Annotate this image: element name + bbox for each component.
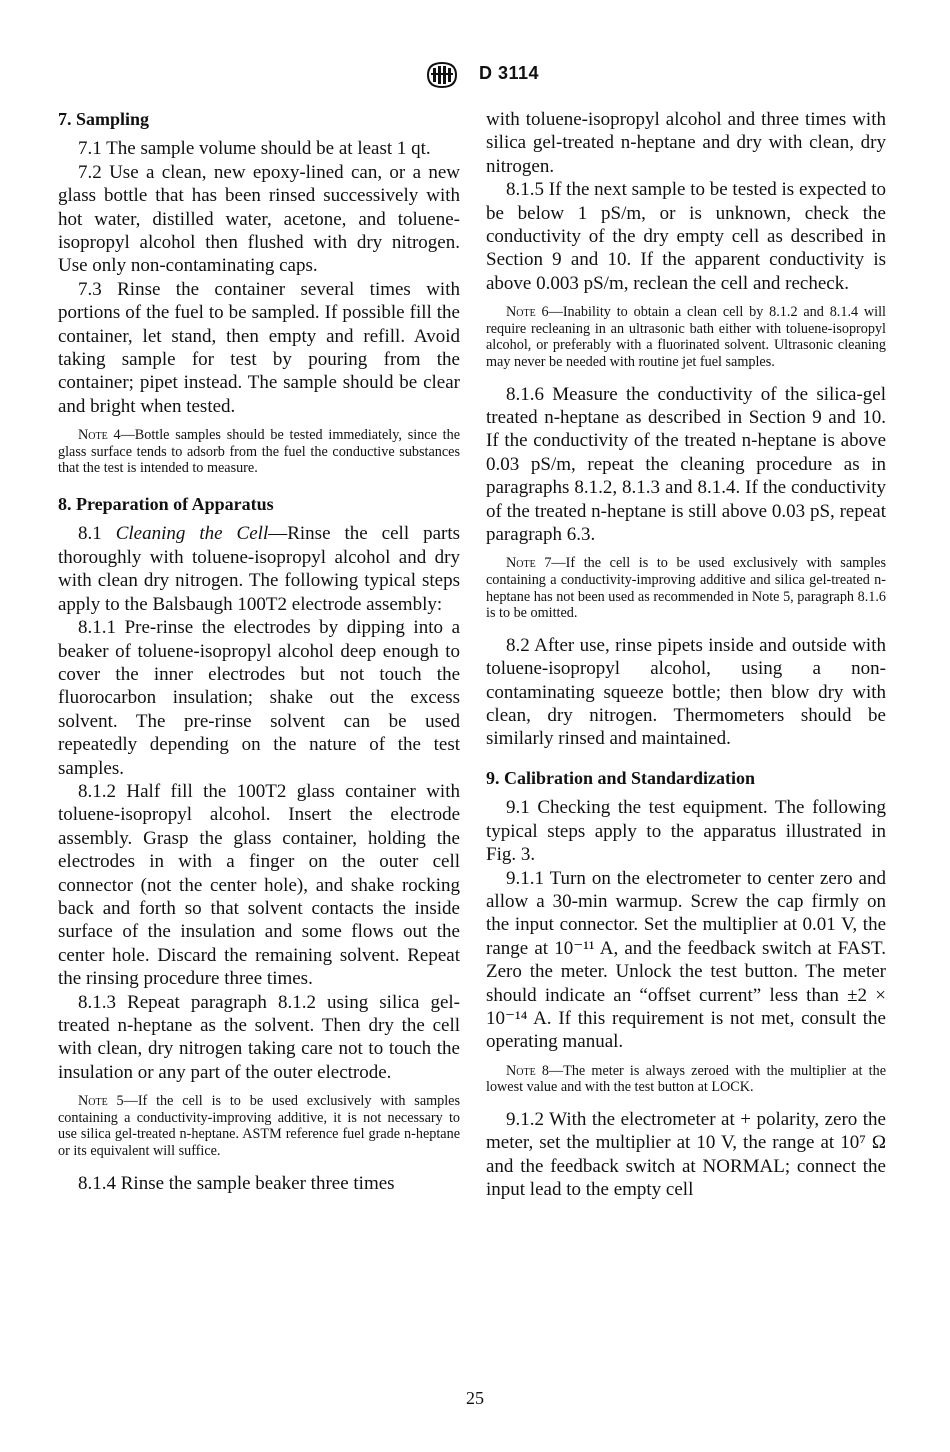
section-heading: 9. Calibration and Standardization	[486, 767, 756, 788]
paragraph-9-1: 9.1 Checking the test equipment. The following typical steps apply to the apparatus illustrated in Fig. 3.	[486, 797, 886, 866]
paragraph-7-3: 7.3 Rinse the container several times with portions of the fuel to be sampled. If possible fill the container, let stand, then empty and refill. Avoid taking sample for test by pouring from the container; pipet instead. The sample should be clear and bright when tested.	[58, 278, 460, 417]
paragraph-number: 8.1	[78, 523, 102, 545]
note-7	[486, 555, 886, 621]
paragraph-8-1-3: 8.1.3 Repeat paragraph 8.1.2 using silica gel-treated n-heptane as the solvent. Then dry the cell with clean, dry nitrogen taking care not to touch the insulation or any part of the outer electrode.	[58, 991, 460, 1083]
paragraph-text: —Rinse the cell parts thoroughly with toluene-isopropyl alcohol and dry with clean dry nitrogen. The following typical steps apply to the Balsbaugh 100T2 electrode assembly:	[58, 523, 461, 615]
note-text: —If the cell is to be used exclusively with samples containing a conductivity-improving additive, it is not necessary to use silica gel-treated n-heptane. ASTM reference fuel grade n-heptane or its equivalent will suffice.	[58, 1093, 461, 1159]
paragraph-9-1-1: 9.1.1 Turn on the electrometer to center zero and allow a 30-min warmup. Screw the cap firmly on the input connector. Set the multiplier at 0.01 V, the range at 10⁻¹¹ A, and the feedback switch at FAST. Zero the meter. Unlock the test button. The meter should indicate an “offset current” less than ±2 × 10⁻¹⁴ A. If this requirement is not met, consult the operating manual.	[486, 867, 886, 1053]
paragraph-8-1-6: 8.1.6 Measure the conductivity of the silica-gel treated n-heptane as described in Section 9 and 10. If the conductivity of the treated n-heptane is above 0.03 pS/m, repeat the cleaning procedure as in paragraphs 8.1.2, 8.1.3 and 8.1.4. If the conductivity of the treated n-heptane is still above 0.03 pS, repeat paragraph 6.3.	[486, 383, 886, 546]
standard-designation: D 3114	[479, 63, 540, 83]
paragraph-8-2: 8.2 After use, rinse pipets inside and outside with toluene-isopropyl alcohol, using a non-contaminating squeeze bottle; then blow dry with clean, dry nitrogen. Thermometers should be similarly rinsed and maintained.	[486, 634, 886, 750]
paragraph-7-2: 7.2 Use a clean, new epoxy-lined can, or a new glass bottle that has been rinsed successively with hot water, distilled water, acetone, and toluene-isopropyl alcohol then flushed with dry nitrogen. Use only non-contaminating caps.	[58, 161, 460, 277]
paragraph-8-1-1: 8.1.1 Pre-rinse the electrodes by dipping into a beaker of toluene-isopropyl alcohol deep enough to cover the inner electrodes but not touch the fluorocarbon insulation; shake out the excess solvent. The pre-rinse solvent can be used repeatedly depending on the nature of the test samples.	[58, 617, 460, 779]
paragraph-7-1: 7.1 The sample volume should be at least 1 qt.	[78, 138, 431, 160]
note-6	[486, 304, 886, 370]
note-text: —If the cell is to be used exclusively with samples containing a conductivity-improving additive and silica gel-treated n-heptane has not been used as recommended in Note 5, paragraph 8.1.6 is to be omitted.	[486, 555, 887, 622]
left-column	[58, 108, 460, 1195]
astm-logo-icon	[425, 60, 459, 90]
paragraph-9-1-2: 9.1.2 With the electrometer at + polarity, zero the meter, set the multiplier at 10 V, the range at 10⁷ Ω and the feedback switch at NORMAL; connect the input lead to the empty cell	[486, 1108, 886, 1201]
note-text: —The meter is always zeroed with the multiplier at the lowest value and with the test button at LOCK.	[486, 1062, 886, 1096]
paragraph-8-1	[58, 522, 460, 616]
note-5	[58, 1093, 460, 1159]
right-column	[486, 108, 886, 1202]
note-8	[486, 1063, 886, 1096]
note-4	[58, 427, 460, 477]
paragraph-continued: with toluene-isopropyl alcohol and three times with silica gel-treated n-heptane and dry with clean, dry nitrogen.	[486, 109, 886, 177]
section-heading: 8. Preparation of Apparatus	[58, 494, 274, 515]
note-label: Note 7	[506, 555, 552, 572]
page-number: 25	[466, 1388, 484, 1408]
note-label: Note 6	[506, 304, 549, 321]
paragraph-8-1-4: 8.1.4 Rinse the sample beaker three times	[78, 1172, 395, 1194]
paragraph-8-1-5: 8.1.5 If the next sample to be tested is expected to be below 1 pS/m, or is unknown, check the conductivity of the dry empty cell as described in Section 9 and 10. If the apparent conductivity is above 0.003 pS/m, reclean the cell and recheck.	[486, 179, 886, 294]
page-header	[0, 60, 950, 92]
section-heading: 7. Sampling	[58, 109, 150, 129]
note-text: —Bottle samples should be tested immediately, since the glass surface tends to adsorb from the fuel the conductive substances that the test is intended to measure.	[58, 427, 461, 477]
note-text: —Inability to obtain a clean cell by 8.1.2 and 8.1.4 will require recleaning in an ultrasonic bath either with toluene-isopropyl alcohol, or preferably with a fluorinated solvent. Ultrasonic cleaning may never be needed with routine jet fuel samples.	[486, 304, 886, 371]
paragraph-title: Cleaning the Cell	[115, 523, 269, 545]
note-label: Note 8	[506, 1062, 549, 1079]
note-label: Note 5	[78, 1093, 124, 1110]
note-label: Note 4	[78, 427, 121, 444]
paragraph-8-1-2: 8.1.2 Half fill the 100T2 glass container with toluene-isopropyl alcohol. Insert the electrode assembly. Grasp the glass container, holding the electrodes in with a finger on the outer cell connector (not the center hole), and shake rocking back and forth so that solvent contacts the inside surface of the insulation and some flows out the center hole. Discard the remaining solvent. Repeat the rinsing procedure three times.	[58, 780, 460, 990]
